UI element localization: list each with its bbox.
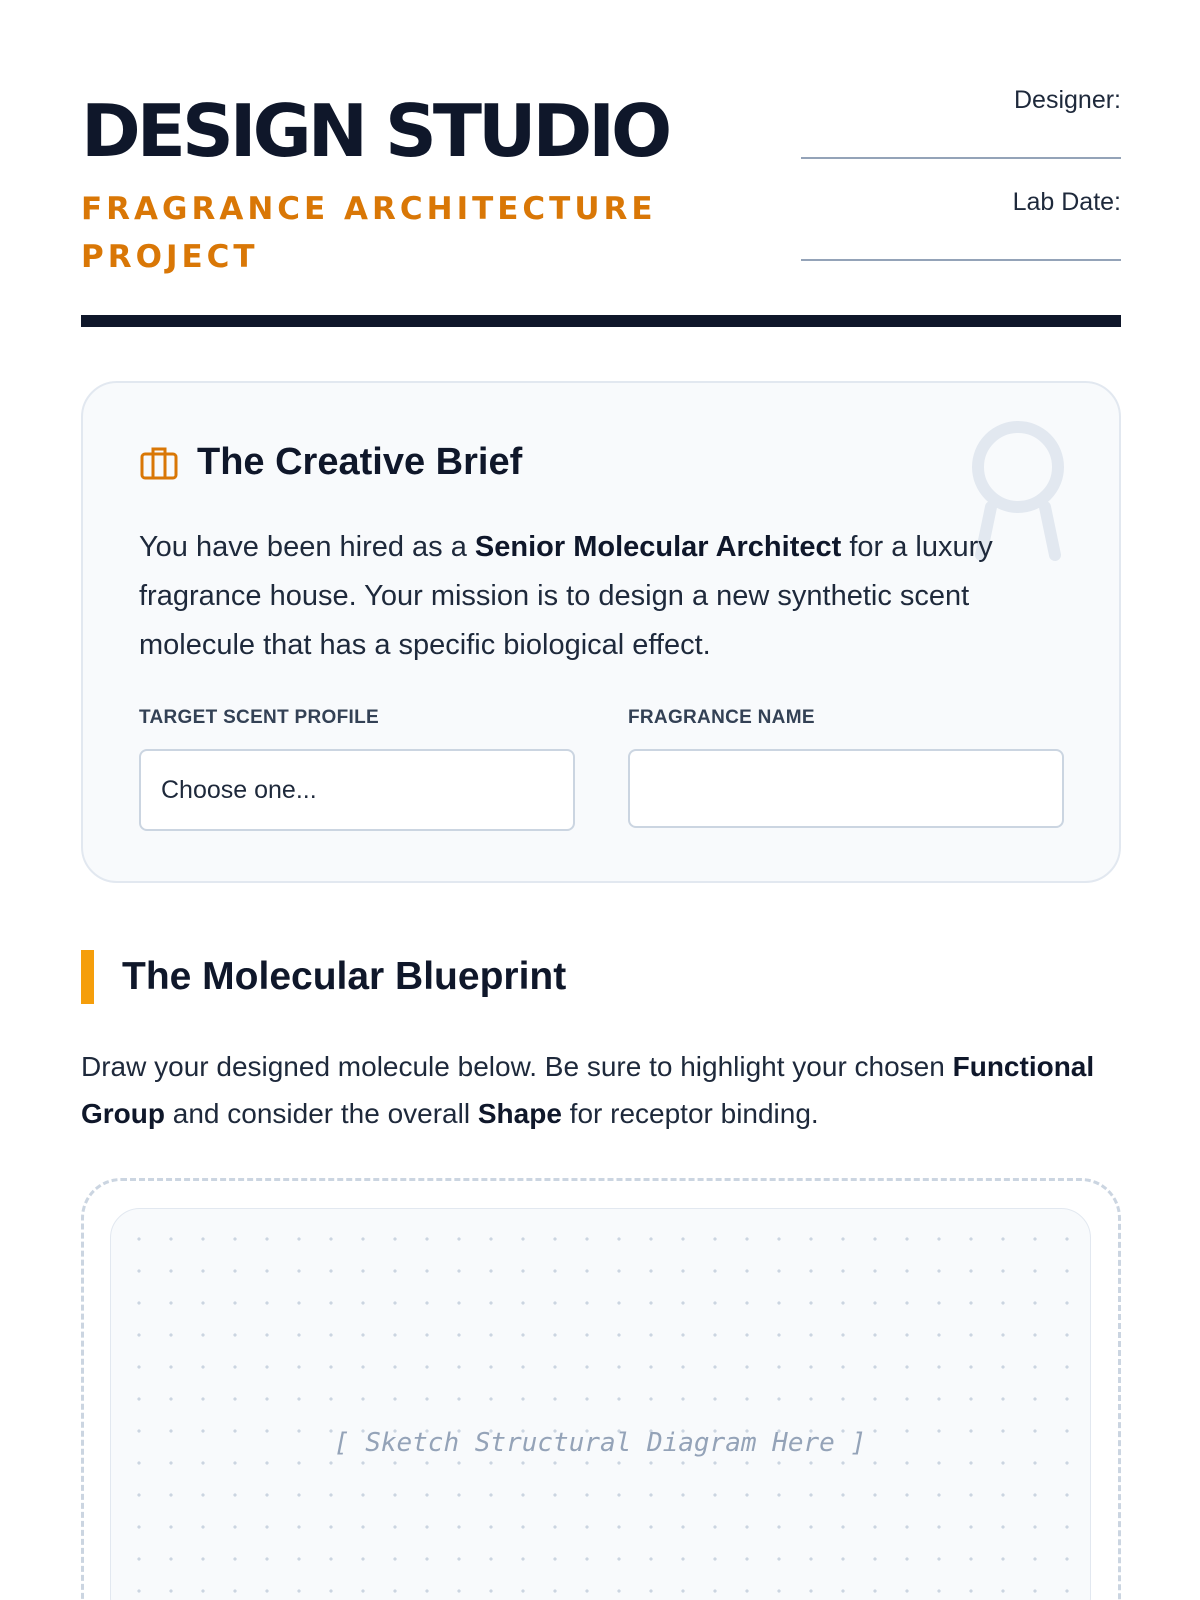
section-accent-bar: [81, 950, 94, 1004]
sketch-placeholder: [ Sketch Structural Diagram Here ]: [333, 1428, 867, 1458]
blueprint-title: The Molecular Blueprint: [122, 955, 567, 998]
page-title: DESIGN STUDIO: [81, 89, 669, 173]
fragrance-name-field: [628, 707, 1064, 828]
blueprint-instructions: [81, 1043, 1121, 1137]
scent-profile-select[interactable]: [139, 749, 575, 831]
scent-profile-field: [139, 707, 575, 831]
brief-text-end: for a luxury fragrance house. Your mission is to design a new synthetic scent molecule that has a specific biological effect.: [139, 531, 993, 661]
fragrance-name-input[interactable]: [628, 749, 1064, 828]
instructions-part-3: for receptor binding.: [561, 1098, 819, 1129]
brief-heading: [139, 441, 522, 484]
brief-title: The Creative Brief: [197, 441, 523, 483]
instructions-part-2: and consider the overall: [165, 1098, 478, 1129]
instructions-part-1: Draw your designed molecule below. Be sure to highlight your chosen: [81, 1051, 953, 1082]
lab-date-write-line[interactable]: [801, 259, 1121, 261]
lab-date-field[interactable]: [801, 188, 1121, 299]
sketch-canvas[interactable]: [110, 1208, 1091, 1600]
creative-brief-card: [81, 381, 1121, 883]
designer-label: Designer:: [1014, 86, 1121, 114]
header-divider: [81, 315, 1121, 327]
designer-write-line[interactable]: [801, 157, 1121, 159]
page-subtitle: FRAGRANCE ARCHITECTURE PROJECT: [81, 191, 657, 275]
scent-profile-value: Choose one...: [161, 775, 317, 804]
shape-highlight: Shape: [477, 1098, 562, 1129]
brief-description: [139, 523, 1074, 670]
functional-group-highlight: Functional Group: [81, 1051, 1095, 1129]
page-header: [81, 86, 1121, 275]
meta-fields: [801, 86, 1121, 299]
briefcase-icon: [139, 443, 179, 483]
scent-profile-label: TARGET SCENT PROFILE: [139, 707, 379, 728]
lab-date-label: Lab Date:: [1012, 188, 1121, 216]
role-highlight: Senior Molecular Architect: [474, 531, 842, 563]
fragrance-name-label: FRAGRANCE NAME: [628, 707, 815, 728]
brief-text-start: You have been hired as a: [139, 531, 475, 563]
designer-field[interactable]: [801, 86, 1121, 197]
